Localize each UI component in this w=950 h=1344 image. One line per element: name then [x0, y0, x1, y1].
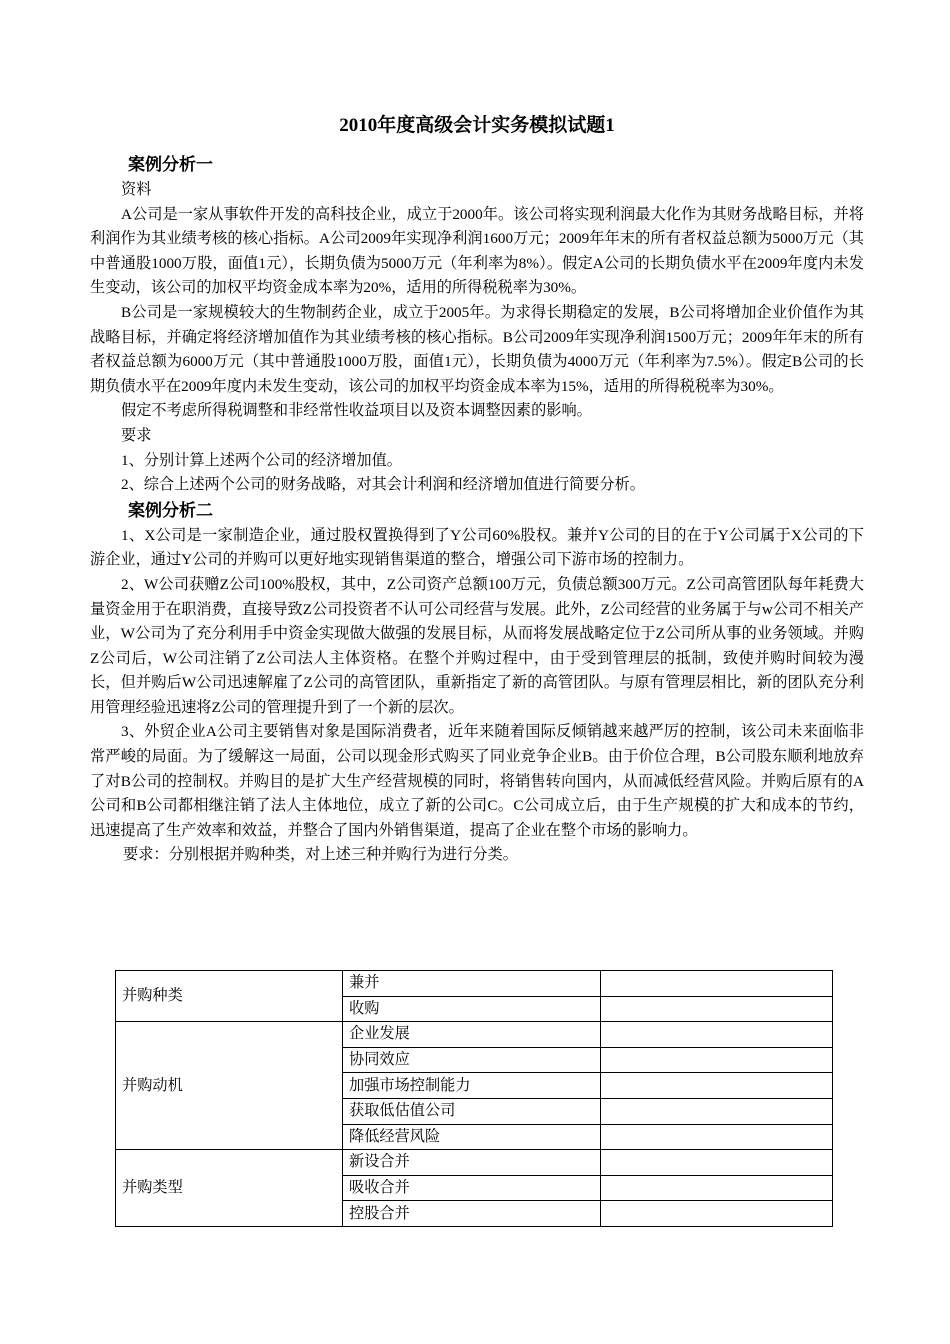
case1-paragraph: B公司是一家规模较大的生物制药企业，成立于2005年。为求得长期稳定的发展，B公司将增加企业价值作为其战略目标，并确定将经济增加值作为其业绩考核的核心指标。B公司2009年实现净利润1500万元；2009年年末的所有者权益总额为6000万元（其中普通股1000万股，面值1元），长期负债为4000万元（年利率为7.5%）。假定B公司的长期负债水平在2009年度内未发生变动，该公司的加权平均资金成本率为15%，适用的所得税税率为30%。	[90, 303, 864, 395]
answer-cell	[601, 1022, 833, 1048]
requirement-label: 要求	[121, 426, 152, 444]
case1-paragraph: 假定不考虑所得税调整和非经常性收益项目以及资本调整因素的影响。	[121, 402, 592, 420]
requirement-item: 1、分别计算上述两个公司的经济增加值。	[121, 451, 402, 469]
item-label: 控股合并	[343, 1201, 601, 1227]
group-label: 并购动机	[116, 1022, 343, 1150]
item-label: 获取低估值公司	[343, 1098, 601, 1124]
case2-paragraph: 3、外贸企业A公司主要销售对象是国际消费者，近年来随着国际反倾销越来越严厉的控制，该公司未来面临非常严峻的局面。为了缓解这一局面，公司以现金形式购买了同业竞争企业B。由于价位合理，B公司股东顺利地放弃了对B公司的控制权。并购目的是扩大生产经营规模的同时，将销售转向国内，从而减低经营风险。并购后原有的A公司和B公司都相继注销了法人主体地位，成立了新的公司C。C公司成立后，由于生产规模的扩大和成本的节约，迅速提高了生产效率和效益，并整合了国内外销售渠道，提高了企业在整个市场的影响力。	[90, 723, 864, 839]
table-row	[116, 1022, 833, 1048]
answer-cell	[601, 1098, 833, 1124]
group-label: 并购种类	[116, 971, 343, 1022]
classification-table	[115, 970, 833, 1227]
answer-cell	[601, 996, 833, 1022]
item-label: 加强市场控制能力	[343, 1073, 601, 1099]
answer-cell	[601, 1073, 833, 1099]
case1-paragraph: A公司是一家从事软件开发的高科技企业，成立于2000年。该公司将实现利润最大化作为其财务战略目标，并将利润作为其业绩考核的核心指标。A公司2009年实现净利润1600万元；2009年年末的所有者权益总额为5000万元（其中普通股1000万股，面值1元），长期负债为5000万元（年利率为8%）。假定A公司的长期负债水平在2009年度内未发生变动，该公司的加权平均资金成本率为20%，适用的所得税税率为30%。	[90, 205, 864, 297]
answer-cell	[601, 1124, 833, 1150]
case2-heading: 案例分析二	[128, 500, 213, 520]
answer-cell	[601, 1201, 833, 1227]
item-label: 降低经营风险	[343, 1124, 601, 1150]
answer-cell	[601, 1047, 833, 1073]
item-label: 收购	[343, 996, 601, 1022]
item-label: 新设合并	[343, 1150, 601, 1176]
item-label: 协同效应	[343, 1047, 601, 1073]
item-label: 企业发展	[343, 1022, 601, 1048]
document-page	[90, 112, 864, 868]
case2-requirement: 要求：分别根据并购种类，对上述三种并购行为进行分类。	[123, 846, 518, 864]
answer-cell	[601, 1175, 833, 1201]
item-label: 吸收合并	[343, 1175, 601, 1201]
item-label: 兼并	[343, 971, 601, 997]
table-row	[116, 1150, 833, 1176]
case1-heading: 案例分析一	[128, 155, 213, 174]
case2-paragraph: 2、W公司获赠Z公司100%股权，其中，Z公司资产总额100万元，负债总额300万元。Z公司高管团队每年耗费大量资金用于在职消费，直接导致Z公司投资者不认可公司经营与发展。此外，Z公司经营的业务属于与w公司不相关产业，W公司为了充分利用手中资金实现做大做强的发展目标，从而将发展战略定位于Z公司所从事的业务领域。并购Z公司后，W公司注销了Z公司法人主体资格。在整个并购过程中，由于受到管理层的抵制，致使并购时间较为漫长，但并购后W公司迅速解雇了Z公司的高管团队，重新指定了新的高管团队。与原有管理层相比，新的团队充分利用管理经验迅速将Z公司的管理提升到了一个新的层次。	[90, 575, 864, 716]
answer-cell	[601, 1150, 833, 1176]
case2-paragraph: 1、X公司是一家制造企业，通过股权置换得到了Y公司60%股权。兼并Y公司的目的在于Y公司属于X公司的下游企业，通过Y公司的并购可以更好地实现销售渠道的整合，增强公司下游市场的控制力。	[90, 526, 864, 569]
answer-cell	[601, 971, 833, 997]
table-row	[116, 971, 833, 997]
material-label: 资料	[121, 181, 152, 198]
requirement-item: 2、综合上述两个公司的财务战略，对其会计利润和经济增加值进行简要分析。	[121, 476, 645, 494]
group-label: 并购类型	[116, 1150, 343, 1227]
document-title: 2010年度高级会计实务模拟试题1	[339, 115, 615, 136]
